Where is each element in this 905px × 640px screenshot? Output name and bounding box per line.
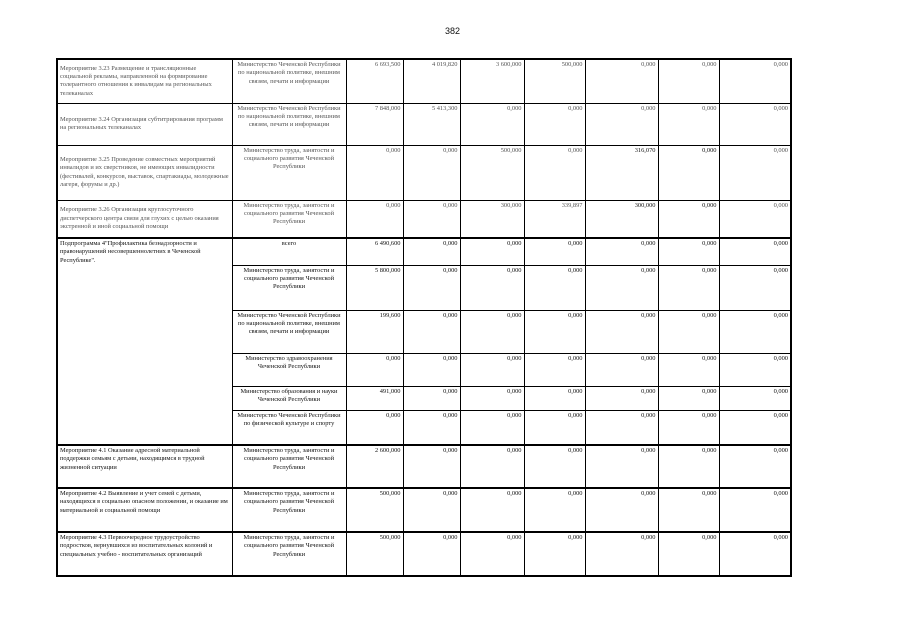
executor-cell: Министерство труда, занятости и социального развития Чеченской Республики (232, 445, 346, 488)
page-number: 382 (444, 26, 461, 36)
value-cell: 0,000 (524, 310, 585, 353)
value-cell: 0,000 (719, 445, 791, 488)
executor-cell: Министерство труда, занятости и социального развития Чеченской Республики (232, 265, 346, 310)
value-cell: 0,000 (585, 410, 658, 445)
table-row (57, 59, 791, 103)
value-cell: 0,000 (524, 238, 585, 265)
value-cell: 0,000 (346, 353, 403, 386)
value-cell: 0,000 (585, 59, 658, 103)
value-cell: 0,000 (585, 103, 658, 145)
value-cell: 0,000 (719, 386, 791, 410)
value-cell: 0,000 (403, 310, 460, 353)
value-cell: 0,000 (585, 488, 658, 532)
executor-cell: Министерство труда, занятости и социального развития Чеченской Республики (232, 532, 346, 576)
table-row (57, 145, 791, 200)
value-cell: 0,000 (719, 353, 791, 386)
value-cell: 0,000 (585, 238, 658, 265)
value-cell: 0,000 (460, 353, 524, 386)
value-cell: 0,000 (658, 238, 719, 265)
value-cell: 0,000 (403, 410, 460, 445)
value-cell: 500,000 (346, 488, 403, 532)
executor-cell: Министерство образования и науки Чеченской Республики (232, 386, 346, 410)
value-cell: 0,000 (460, 410, 524, 445)
value-cell: 0,000 (719, 200, 791, 238)
value-cell: 0,000 (719, 59, 791, 103)
value-cell: 0,000 (658, 532, 719, 576)
measure-name-cell: Мероприятие 3.23 Размещение и трансляционные социальной рекламы, направленной на формирование толерантного отношения к инвалидам на региональных телеканалах (57, 59, 232, 103)
value-cell: 0,000 (403, 386, 460, 410)
value-cell: 0,000 (403, 488, 460, 532)
value-cell: 0,000 (524, 265, 585, 310)
value-cell: 0,000 (585, 445, 658, 488)
value-cell: 0,000 (403, 445, 460, 488)
measure-name-cell: Мероприятие 4.2 Выявление и учет семей с детьми, находящихся в социально опасном положении, и оказание им материальной и социальной помощи (57, 488, 232, 532)
value-cell: 0,000 (719, 103, 791, 145)
value-cell: 0,000 (460, 238, 524, 265)
table-row (57, 200, 791, 238)
value-cell: 0,000 (460, 532, 524, 576)
value-cell: 0,000 (524, 145, 585, 200)
value-cell: 0,000 (346, 410, 403, 445)
value-cell: 339,897 (524, 200, 585, 238)
value-cell: 0,000 (403, 265, 460, 310)
value-cell: 0,000 (585, 532, 658, 576)
value-cell: 0,000 (719, 145, 791, 200)
value-cell: 6 693,500 (346, 59, 403, 103)
value-cell: 0,000 (524, 386, 585, 410)
value-cell: 0,000 (585, 353, 658, 386)
value-cell: 0,000 (403, 200, 460, 238)
value-cell: 0,000 (719, 532, 791, 576)
value-cell: 0,000 (719, 410, 791, 445)
executor-cell: Министерство здравоохранения Чеченской Республики (232, 353, 346, 386)
value-cell: 3 600,000 (460, 59, 524, 103)
value-cell: 7 848,000 (346, 103, 403, 145)
value-cell: 0,000 (658, 445, 719, 488)
table-row (57, 445, 791, 488)
value-cell: 316,070 (585, 145, 658, 200)
value-cell: 0,000 (524, 103, 585, 145)
value-cell: 4 019,820 (403, 59, 460, 103)
value-cell: 0,000 (403, 145, 460, 200)
executor-cell: Министерство труда, занятости и социального развития Чеченской Республики (232, 145, 346, 200)
value-cell: 0,000 (460, 103, 524, 145)
executor-cell: Министерство Чеченской Республики по национальной политике, внешним связям, печати и информации (232, 310, 346, 353)
value-cell: 0,000 (460, 386, 524, 410)
value-cell: 0,000 (658, 145, 719, 200)
value-cell: 0,000 (403, 353, 460, 386)
value-cell: 0,000 (524, 488, 585, 532)
value-cell: 5 800,000 (346, 265, 403, 310)
executor-cell: Министерство Чеченской Республики по национальной политике, внешним связям, печати и информации (232, 59, 346, 103)
value-cell: 0,000 (585, 310, 658, 353)
executor-cell: Министерство Чеченской Республики по национальной политике, внешним связям, печати и информации (232, 103, 346, 145)
value-cell: 199,600 (346, 310, 403, 353)
table-row (57, 238, 791, 265)
value-cell: 0,000 (460, 488, 524, 532)
measure-name-cell: Мероприятие 3.24 Организация субтитрирования программ на региональных телеканалах (57, 103, 232, 145)
value-cell: 0,000 (658, 103, 719, 145)
value-cell: 500,000 (524, 59, 585, 103)
value-cell: 0,000 (658, 200, 719, 238)
value-cell: 0,000 (460, 310, 524, 353)
value-cell: 0,000 (460, 445, 524, 488)
budget-table (56, 58, 792, 577)
value-cell: 0,000 (658, 410, 719, 445)
value-cell: 0,000 (719, 488, 791, 532)
value-cell: 0,000 (658, 488, 719, 532)
executor-cell: Министерство труда, занятости и социального развития Чеченской Республики (232, 488, 346, 532)
subprogram-name-cell: Подпрограмма 4"Профилактика безнадзорности и правонарушений несовершеннолетних в Чеченской Республике". (57, 238, 232, 445)
value-cell: 0,000 (719, 238, 791, 265)
value-cell: 0,000 (346, 145, 403, 200)
value-cell: 6 490,600 (346, 238, 403, 265)
measure-name-cell: Мероприятие 3.25 Проведение совместных мероприятий инвалидов и их сверстников, не имеющих инвалидности (фестивалей, конкурсов, выставок, спартакиады, молодежные лагеря, форумы и др.) (57, 145, 232, 200)
value-cell: 0,000 (658, 59, 719, 103)
value-cell: 0,000 (403, 532, 460, 576)
value-cell: 500,000 (460, 145, 524, 200)
value-cell: 0,000 (346, 200, 403, 238)
value-cell: 300,000 (460, 200, 524, 238)
executor-cell: Министерство труда, занятости и социального развития Чеченской Республики (232, 200, 346, 238)
table-row (57, 532, 791, 576)
executor-cell: всего (232, 238, 346, 265)
measure-name-cell: Мероприятие 4.3 Первоочередное трудоустройство подростков, вернувшихся из воспитательных колоний и специальных учебно - воспитательных организаций (57, 532, 232, 576)
table-row (57, 103, 791, 145)
value-cell: 0,000 (460, 265, 524, 310)
value-cell: 0,000 (585, 265, 658, 310)
value-cell: 0,000 (524, 410, 585, 445)
measure-name-cell: Мероприятие 3.26 Организация круглосуточного диспетчерского центра связи для глухих с целью оказания экстренной и иной социальной помощи (57, 200, 232, 238)
value-cell: 0,000 (658, 310, 719, 353)
value-cell: 0,000 (719, 265, 791, 310)
value-cell: 0,000 (524, 353, 585, 386)
value-cell: 0,000 (524, 532, 585, 576)
value-cell: 5 413,300 (403, 103, 460, 145)
value-cell: 0,000 (719, 310, 791, 353)
value-cell: 0,000 (658, 386, 719, 410)
executor-cell: Министерство Чеченской Республики по физической культуре и спорту (232, 410, 346, 445)
value-cell: 0,000 (658, 265, 719, 310)
table-row (57, 488, 791, 532)
value-cell: 0,000 (403, 238, 460, 265)
value-cell: 0,000 (658, 353, 719, 386)
value-cell: 2 600,000 (346, 445, 403, 488)
value-cell: 500,000 (346, 532, 403, 576)
value-cell: 300,000 (585, 200, 658, 238)
value-cell: 0,000 (524, 445, 585, 488)
value-cell: 491,000 (346, 386, 403, 410)
value-cell: 0,000 (585, 386, 658, 410)
measure-name-cell: Мероприятие 4.1 Оказание адресной материальной поддержки семьям с детьми, находящимся в трудной жизненной ситуации (57, 445, 232, 488)
